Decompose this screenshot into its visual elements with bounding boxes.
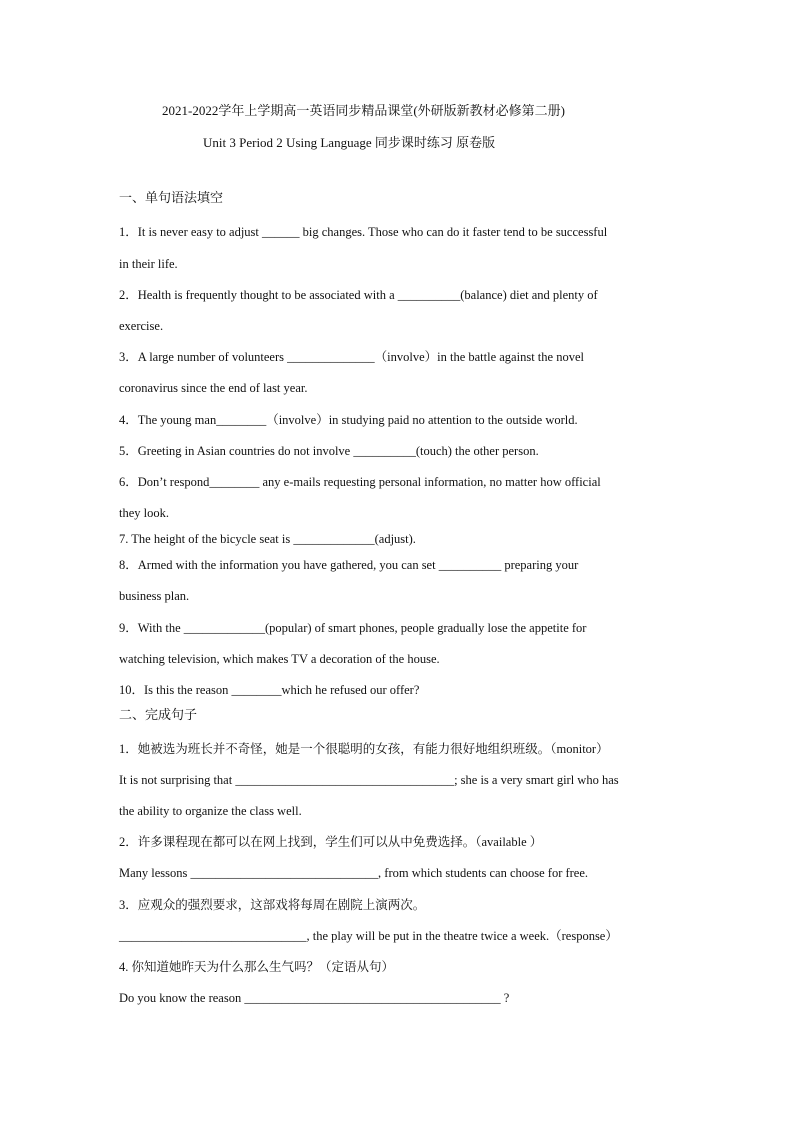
question-line: It is not surprising that ___________________________________; she is a very smart girl who has bbox=[119, 773, 619, 787]
question-line: business plan. bbox=[119, 589, 190, 603]
question-line: 1．她被选为班长并不奇怪，她是一个很聪明的女孩，有能力很好地组织班级。（monitor） bbox=[119, 742, 609, 756]
question-line: they look. bbox=[119, 506, 169, 520]
document-title: 2021-2022学年上学期高一英语同步精品课堂(外研版新教材必修第二册) bbox=[162, 103, 565, 118]
question-line: 2．Health is frequently thought to be associated with a __________(balance) diet and plenty of bbox=[119, 288, 598, 302]
question-line: 5．Greeting in Asian countries do not involve __________(touch) the other person. bbox=[119, 444, 539, 458]
question-line: 3．A large number of volunteers ______________（involve）in the battle against the novel bbox=[119, 350, 584, 364]
question-line: Do you know the reason _________________________________________ ? bbox=[119, 991, 510, 1005]
question-line: 4．The young man________（involve）in studying paid no attention to the outside world. bbox=[119, 413, 578, 427]
question-line: exercise. bbox=[119, 319, 164, 333]
question-line: in their life. bbox=[119, 257, 178, 271]
question-line: 7. The height of the bicycle seat is _____________(adjust). bbox=[119, 532, 416, 546]
section-1-heading: 一、单句语法填空 bbox=[119, 191, 224, 206]
question-line: 1．It is never easy to adjust ______ big changes. Those who can do it faster tend to be successful bbox=[119, 225, 608, 239]
question-line: watching television, which makes TV a decoration of the house. bbox=[119, 652, 440, 666]
question-line: 10．Is this the reason ________which he refused our offer? bbox=[119, 683, 420, 697]
question-line: 6．Don’t respond________ any e-mails requesting personal information, no matter how official bbox=[119, 475, 601, 489]
question-line: 8．Armed with the information you have gathered, you can set __________ preparing your bbox=[119, 558, 579, 572]
question-line: Many lessons ______________________________, from which students can choose for free. bbox=[119, 866, 589, 880]
question-line: ______________________________, the play will be put in the theatre twice a week.（response） bbox=[119, 929, 618, 943]
question-line: 3．应观众的强烈要求，这部戏将每周在剧院上演两次。 bbox=[119, 898, 426, 912]
question-line: 4. 你知道她昨天为什么那么生气吗？（定语从句） bbox=[119, 960, 395, 974]
question-line: the ability to organize the class well. bbox=[119, 804, 302, 818]
question-line: coronavirus since the end of last year. bbox=[119, 381, 308, 395]
question-line: 2．许多课程现在都可以在网上找到，学生们可以从中免费选择。（available ） bbox=[119, 835, 543, 849]
document-subtitle: Unit 3 Period 2 Using Language 同步课时练习 原卷版 bbox=[203, 135, 496, 150]
question-line: 9．With the _____________(popular) of smart phones, people gradually lose the appetite for bbox=[119, 621, 587, 635]
section-2-heading: 二、完成句子 bbox=[119, 708, 198, 723]
